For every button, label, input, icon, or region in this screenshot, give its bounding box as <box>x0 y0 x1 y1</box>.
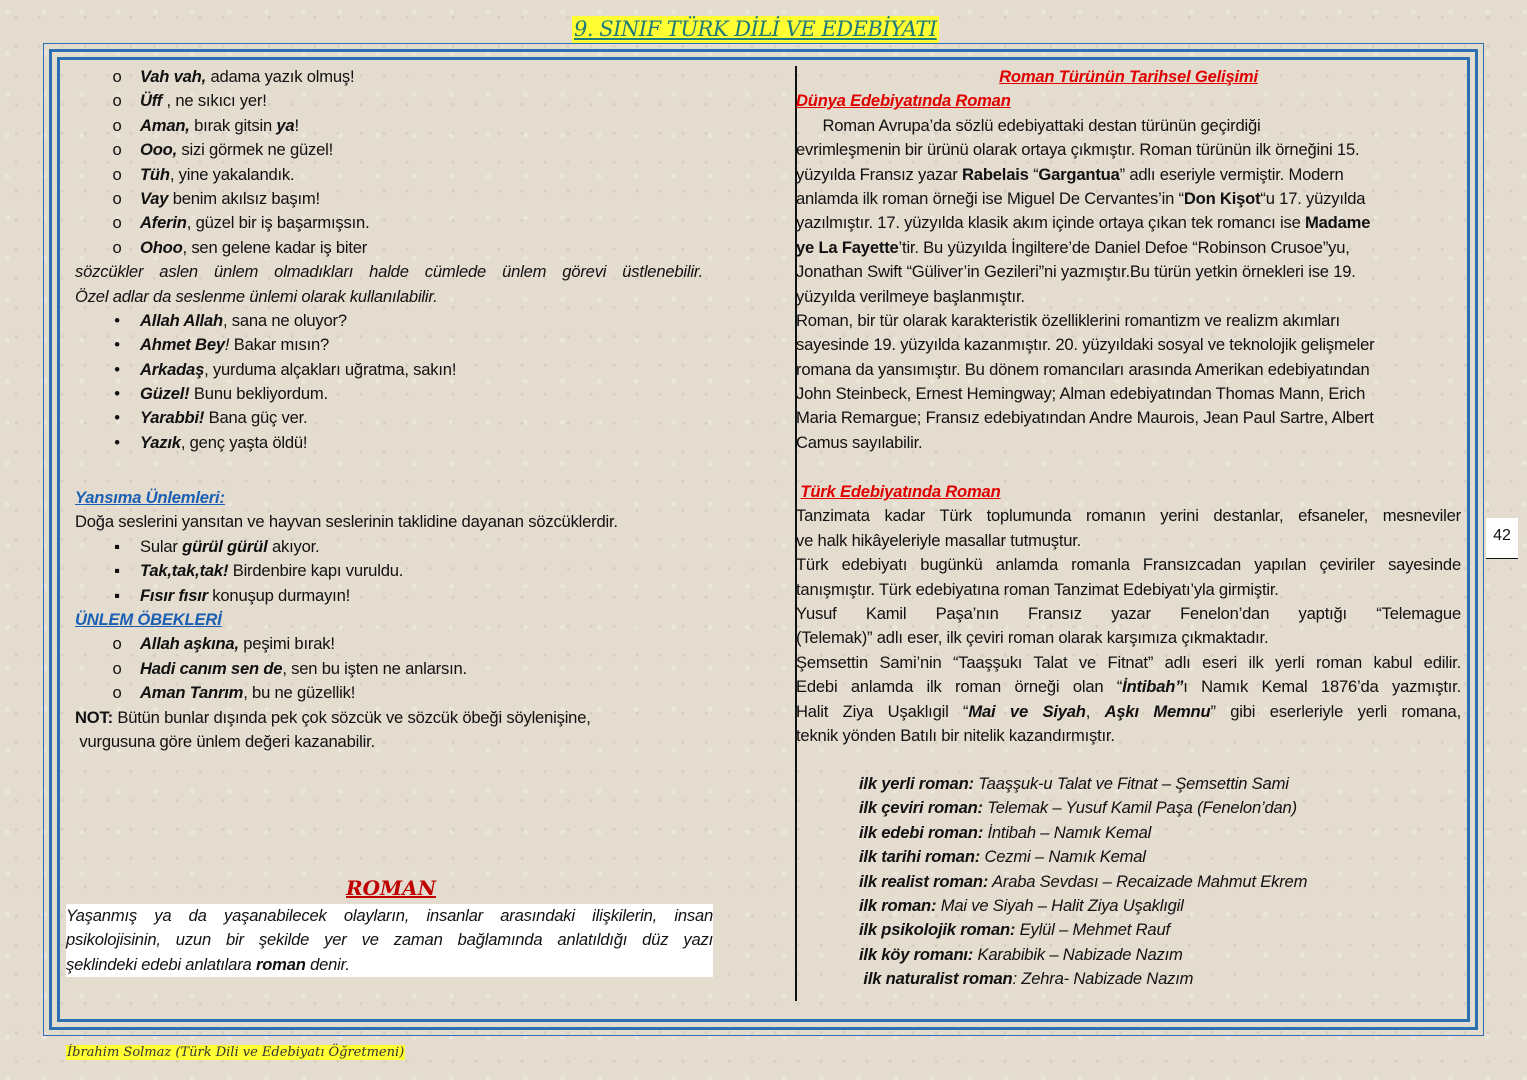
text-line <box>796 626 1461 650</box>
text-segment: Özel adlar da seslenme ünlemi olarak kullanılabilir. <box>75 286 438 306</box>
text-line <box>796 309 1461 333</box>
text-segment: ilk edebi roman: <box>859 822 984 842</box>
text-segment: Yazık <box>140 432 181 452</box>
text-segment: Güzel! <box>140 384 190 404</box>
text-line <box>75 358 703 382</box>
text-segment: Ohoo <box>140 237 183 257</box>
interjection-examples <box>75 65 703 455</box>
roman-definition <box>66 904 713 977</box>
text-line <box>859 894 1459 918</box>
text-segment: ilk tarihi roman: <box>859 847 981 867</box>
bullet-icon: • <box>114 359 120 379</box>
text-segment: Bütün bunlar dışında pek çok sözcük ve sözcük öbeği söylenişine, <box>112 707 591 727</box>
text-segment: ilk realist roman: <box>859 871 989 891</box>
text-segment: ı Namık Kemal 1876’da yazmıştır. <box>1183 677 1461 697</box>
text-segment: vurgusuna göre ünlem değeri kazanabilir. <box>75 731 375 751</box>
text-line <box>75 608 715 632</box>
text-line <box>75 187 703 211</box>
text-line <box>859 918 1459 942</box>
text-line <box>859 943 1459 967</box>
text-segment: ilk yerli roman: <box>859 774 974 793</box>
text-line <box>796 700 1461 724</box>
text-segment: , sen bu işten ne anlarsın. <box>282 658 467 678</box>
text-segment: Allah Allah <box>140 310 223 330</box>
text-segment: : Zehra- Nabizade Nazım <box>1012 969 1194 989</box>
text-line <box>796 675 1461 699</box>
text-line <box>75 486 715 510</box>
text-line <box>796 553 1461 577</box>
text-line <box>66 904 713 928</box>
text-line <box>75 333 703 357</box>
footer-author: İbrahim Solmaz (Türk Dili ve Edebiyatı Öğretmeni) <box>67 1045 405 1060</box>
text-segment: Mai ve Siyah <box>968 701 1086 721</box>
text-segment: Aferin <box>140 213 187 233</box>
text-segment: sözcükler aslen ünlem olmadıkları halde cümlede ünlem görevi üstlenebilir. <box>75 262 703 282</box>
text-segment: tanışmıştır. Türk edebiyatına roman Tanzimat Edebiyatı’yla girmiştir. <box>796 579 1279 599</box>
text-line <box>66 928 713 952</box>
text-segment: , yurduma alçakları uğratma, sakın! <box>204 359 457 379</box>
text-segment: Roman Avrupa’da sözlü edebiyattaki destan türünün geçirdiği <box>796 115 1261 135</box>
text-segment: ye La Fayette <box>796 237 899 257</box>
text-segment: romana da yansımıştır. Bu dönem romancıları arasında Amerikan edebiyatından <box>796 359 1370 379</box>
onomatopoeia-section <box>75 486 715 754</box>
text-line <box>859 796 1459 820</box>
text-segment: ilk köy romanı: <box>859 944 974 964</box>
text-line <box>75 584 715 608</box>
text-line <box>796 382 1461 406</box>
text-segment: ve halk hikâyeleriyle masallar tutmuştur. <box>796 530 1082 550</box>
circle-bullet-icon: o <box>112 164 122 184</box>
bullet-icon: • <box>114 408 120 428</box>
text-line <box>796 89 1461 113</box>
text-segment: Üff <box>140 91 163 111</box>
text-segment: adama yazık olmuş! <box>206 67 355 86</box>
text-segment: Bana güç ver. <box>204 408 308 428</box>
text-segment: ilk çeviri roman: <box>859 798 983 818</box>
text-segment: Vah vah, <box>140 67 207 86</box>
roman-heading: ROMAN <box>346 876 436 900</box>
text-segment: , güzel bir iş başarmışsın. <box>186 213 370 233</box>
text-segment: konuşup durmayın! <box>207 585 351 605</box>
text-segment: Aman Tanrım <box>140 683 244 703</box>
text-segment: ilk roman: <box>859 895 937 915</box>
page-number: 42 <box>1486 518 1518 559</box>
text-line <box>796 285 1461 309</box>
square-bullet-icon: ▪ <box>114 561 120 581</box>
text-line <box>859 845 1459 869</box>
text-segment: , bu ne güzellik! <box>243 683 356 703</box>
text-line <box>75 681 715 705</box>
text-line <box>75 431 703 455</box>
text-segment: yüzyılda Fransız yazar <box>796 164 963 184</box>
text-segment: Hadi canım sen de <box>140 658 283 678</box>
text-line <box>75 510 715 534</box>
text-segment: Don Kişot <box>1183 188 1261 208</box>
text-segment: Sular <box>140 536 183 556</box>
text-segment: İntibah” <box>1122 677 1184 697</box>
text-segment: denir. <box>305 954 350 974</box>
text-line <box>75 89 703 113</box>
text-segment: Eylül – Mehmet Rauf <box>1015 920 1170 940</box>
text-line <box>796 260 1461 284</box>
text-segment: Camus sayılabilir. <box>796 432 923 452</box>
text-line <box>75 706 715 730</box>
text-line <box>859 772 1459 796</box>
text-segment: John Steinbeck, Ernest Hemingway; Alman edebiyatından Thomas Mann, Erich <box>796 384 1366 404</box>
text-segment: Bunu bekliyordum. <box>189 384 328 404</box>
text-line <box>859 967 1459 991</box>
text-line <box>75 285 703 309</box>
text-segment: Jonathan Swift “Güliver’in Gezileri”ni yazmıştır.Bu türün yetkin örnekleri ise 19. <box>796 262 1356 282</box>
text-segment: roman <box>255 954 306 974</box>
bullet-icon: • <box>114 310 120 330</box>
bullet-icon: • <box>114 432 120 452</box>
text-line <box>796 406 1461 430</box>
square-bullet-icon: ▪ <box>114 536 120 556</box>
text-line <box>75 211 703 235</box>
text-segment: Gargantua <box>1038 164 1120 184</box>
text-line <box>75 406 703 430</box>
circle-bullet-icon: o <box>112 213 122 233</box>
text-line <box>796 724 1461 748</box>
text-segment: Karabibik – Nabizade Nazım <box>973 944 1183 964</box>
text-segment: sizi görmek ne güzel! <box>177 140 334 160</box>
text-segment: İntibah – Namık Kemal <box>983 822 1152 842</box>
text-segment: Araba Sevdası – Recaizade Mahmut Ekrem <box>988 871 1308 891</box>
text-segment: ” adlı eseriyle vermiştir. Modern <box>1119 164 1344 184</box>
circle-bullet-icon: o <box>112 115 122 135</box>
text-line <box>75 657 715 681</box>
text-segment: Türk edebiyatı bugünkü anlamda romanla Fransızcadan yapılan çeviriler sayesinde <box>796 555 1461 575</box>
circle-bullet-icon: o <box>112 188 122 208</box>
text-segment: Tanzimata kadar Türk toplumunda romanın yerini destanlar, efsaneler, mesneviler <box>796 506 1461 526</box>
text-segment: Ahmet Bey <box>140 335 225 355</box>
text-line <box>796 114 1461 138</box>
text-segment: Rabelais <box>962 164 1029 184</box>
text-segment: “ <box>1028 164 1039 184</box>
text-line <box>75 382 703 406</box>
text-segment: ! <box>294 115 299 135</box>
turkish-literature-section <box>796 480 1461 748</box>
text-line <box>796 65 1461 89</box>
text-line <box>75 535 715 559</box>
bullet-icon: • <box>114 335 120 355</box>
text-line <box>796 578 1461 602</box>
text-line <box>796 138 1461 162</box>
text-segment: ÜNLEM ÖBEKLERİ <box>75 609 222 629</box>
text-segment: Dünya Edebiyatında Roman <box>796 91 1011 111</box>
text-segment: , sana ne oluyor? <box>222 310 347 330</box>
text-line <box>796 187 1461 211</box>
text-segment: Tak,tak,tak! <box>140 561 229 581</box>
text-segment: Edebi anlamda ilk roman örneği olan “ <box>796 677 1123 697</box>
text-segment: Taaşşuk-u Talat ve Fitnat – Şemsettin Sami <box>973 774 1289 793</box>
text-segment: ’tir. Bu yüzyılda İngiltere’de Daniel Defoe “Robinson Crusoe”yu, <box>898 237 1350 257</box>
text-segment: Yansıma Ünlemleri: <box>75 488 225 507</box>
text-segment: Ooo, <box>140 140 177 160</box>
circle-bullet-icon: o <box>112 683 122 703</box>
text-segment: Halit Ziya Uşaklıgil “ <box>796 701 969 721</box>
text-line <box>66 953 713 977</box>
text-line <box>75 65 703 89</box>
text-segment: peşimi bırak! <box>238 634 335 654</box>
text-segment: Doğa seslerini yansıtan ve hayvan seslerinin taklidine dayanan sözcüklerdir. <box>75 512 618 532</box>
text-segment: Bakar mısın? <box>229 335 330 355</box>
text-line <box>796 651 1461 675</box>
text-segment: , yine yakalandık. <box>169 164 295 184</box>
text-line <box>796 236 1461 260</box>
text-line <box>859 870 1459 894</box>
text-line <box>796 480 1461 504</box>
bullet-icon: • <box>114 384 120 404</box>
circle-bullet-icon: o <box>112 658 122 678</box>
square-bullet-icon: ▪ <box>114 585 120 605</box>
text-line <box>796 602 1461 626</box>
text-segment: sayesinde 19. yüzyılda kazanmıştır. 20. yüzyıldaki sosyal ve teknolojik gelişmeler <box>796 335 1375 355</box>
text-segment: Aşkı Memnu <box>1104 701 1211 721</box>
text-line <box>75 632 715 656</box>
text-line <box>859 821 1459 845</box>
text-segment: ya <box>276 115 295 135</box>
circle-bullet-icon: o <box>112 67 122 86</box>
text-segment: gürül gürül <box>182 536 268 556</box>
text-segment: anlamda ilk roman örneği ise Miguel De Cervantes’in “ <box>796 188 1184 208</box>
text-segment: bırak gitsin <box>189 115 277 135</box>
text-segment: , ne sıkıcı yer! <box>162 91 267 111</box>
text-line <box>75 309 703 333</box>
circle-bullet-icon: o <box>112 140 122 160</box>
text-segment: Roman Türünün Tarihsel Gelişimi <box>999 67 1258 86</box>
text-segment: akıyor. <box>267 536 320 556</box>
text-segment: Birdenbire kapı vuruldu. <box>228 561 404 581</box>
text-line <box>796 358 1461 382</box>
text-line <box>796 431 1461 455</box>
text-segment: Maria Remargue; Fransız edebiyatından Andre Maurois, Jean Paul Sartre, Albert <box>796 408 1374 428</box>
text-segment: şeklindeki edebi anlatılara <box>66 954 256 974</box>
text-segment: teknik yönden Batılı bir nitelik kazandırmıştır. <box>796 725 1115 745</box>
text-segment: ilk psikolojik roman: <box>859 920 1016 940</box>
text-segment: Allah aşkına, <box>140 634 239 654</box>
text-segment: Tüh <box>140 164 170 184</box>
text-line <box>75 114 703 138</box>
text-line <box>75 138 703 162</box>
text-line <box>796 529 1461 553</box>
text-segment: evrimleşmenin bir ürünü olarak ortaya çıkmıştır. Roman türünün ilk örneğini 15. <box>796 140 1360 160</box>
world-literature-section <box>796 65 1461 455</box>
text-segment: yazılmıştır. 17. yüzyılda klasik akım içinde ortaya çıkan tek romancı ise <box>796 213 1306 233</box>
text-segment: yüzyılda verilmeye başlanmıştır. <box>796 286 1025 306</box>
text-segment: Yusuf Kamil Paşa’nın Fransız yazar Fenelon’dan yaptığı “Telemague <box>796 603 1461 623</box>
text-line <box>75 559 715 583</box>
text-segment: ! <box>224 335 230 355</box>
text-segment: Telemak – Yusuf Kamil Paşa (Fenelon’dan) <box>982 798 1297 818</box>
text-segment: Vay <box>140 188 169 208</box>
circle-bullet-icon: o <box>112 634 122 654</box>
text-segment: ilk naturalist roman <box>859 969 1013 989</box>
text-line <box>796 163 1461 187</box>
text-segment: Türk Edebiyatında Roman <box>800 482 1001 501</box>
circle-bullet-icon: o <box>112 91 122 111</box>
text-segment: Yarabbi! <box>140 408 205 428</box>
text-segment: Roman, bir tür olarak karakteristik özelliklerini romantizm ve realizm akımları <box>796 310 1340 330</box>
text-segment: NOT: <box>75 707 113 727</box>
text-segment: psikolojisinin, uzun bir şekilde yer ve zaman bağlamında anlatıldığı düz yazı <box>66 930 713 950</box>
text-segment: Mai ve Siyah – Halit Ziya Uşaklıgil <box>936 895 1184 915</box>
text-line <box>75 730 715 754</box>
text-segment: Fısır fısır <box>140 585 208 605</box>
text-segment: benim akılsız başım! <box>168 188 320 208</box>
text-segment: Yaşanmış ya da yaşanabilecek olayların, insanlar arasındaki ilişkilerin, insan <box>66 906 713 925</box>
text-segment: ” gibi eserleriyle yerli romana, <box>1210 701 1461 721</box>
text-segment: Madame <box>1305 213 1371 233</box>
text-segment: , sen gelene kadar iş biter <box>182 237 368 257</box>
text-line <box>75 163 703 187</box>
page-title: 9. SINIF TÜRK DİLİ VE EDEBİYATI <box>574 17 937 41</box>
text-line <box>75 260 703 284</box>
text-line <box>796 504 1461 528</box>
text-segment: “u 17. yüzyılda <box>1260 188 1366 208</box>
text-line <box>796 333 1461 357</box>
text-segment: Cezmi – Namık Kemal <box>980 847 1146 867</box>
firsts-list <box>859 772 1459 992</box>
text-segment: (Telemak)” adlı eser, ilk çeviri roman olarak karşımıza çıkmaktadır. <box>796 628 1269 648</box>
text-segment: , <box>1085 701 1105 721</box>
circle-bullet-icon: o <box>112 237 122 257</box>
text-segment: Arkadaş <box>140 359 205 379</box>
text-segment: , genç yaşta öldü! <box>180 432 308 452</box>
text-line <box>75 236 703 260</box>
text-line <box>796 211 1461 235</box>
text-segment: Aman, <box>140 115 190 135</box>
text-segment: Şemsettin Sami’nin “Taaşşukı Talat ve Fitnat” adlı eseri ilk yerli roman kabul edilir. <box>796 652 1461 672</box>
